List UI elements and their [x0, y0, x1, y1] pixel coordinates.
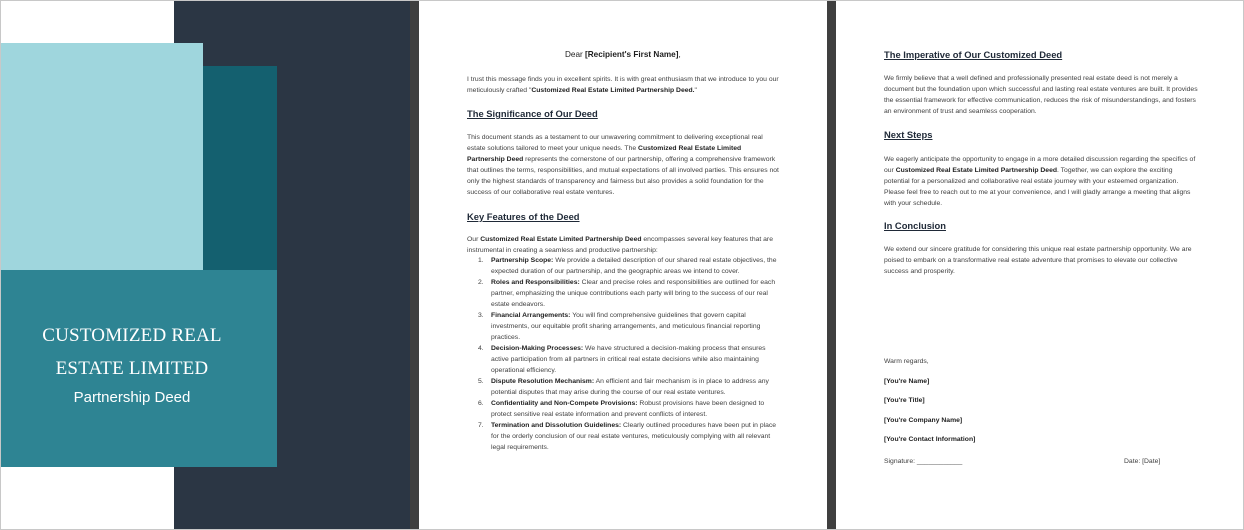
feature-item: [478, 255, 781, 277]
intro-paragraph: [467, 74, 779, 96]
feature-title: Decision-Making Processes:: [491, 345, 584, 352]
feature-text: An efficient and fair mechanism is in place to address any potential disputes that may arise during the course of our real estate ventures.: [491, 378, 769, 396]
heading-imperative: The Imperative of Our Customized Deed: [884, 49, 1063, 60]
feature-title: Termination and Dissolution Guidelines:: [491, 422, 622, 429]
significance-text: This document stands as a testament to our unwavering commitment to delivering exceptional real estate solutions tailored to meet your unique needs. The: [467, 134, 763, 152]
feature-text: We have structured a decision-making process that ensures active participation from all partners in critical real estate decisions while also maintaining operational efficiency.: [491, 345, 766, 374]
conclusion-paragraph: We extend our sincere gratitude for considering this unique real estate partnership opportunity. We are poised to embark on a transformative real estate adventure that promises to elevate our collective success and prosperity.: [884, 246, 1192, 275]
heading-key-features: Key Features of the Deed: [467, 211, 580, 222]
cover-subtitle: Partnership Deed: [73, 389, 191, 406]
heading-significance: The Significance of Our Deed: [467, 108, 598, 119]
salutation-suffix: ,: [678, 50, 681, 59]
feature-text: You will find comprehensive guidelines that govern capital investments, our equitable profit sharing arrangements, and meticulous financial reporting practices.: [491, 312, 761, 341]
feature-text: Clearly outlined procedures have been put in place for the orderly conclusion of our real estate ventures, meticulously complying with all relevant legal requirements.: [491, 422, 777, 451]
feature-item: [478, 398, 781, 420]
next-steps-deed-name: Customized Real Estate Limited Partnership Deed: [895, 167, 1057, 174]
feature-number: 6.: [478, 400, 484, 407]
feature-number: 5.: [478, 378, 484, 385]
significance-paragraph: [467, 132, 780, 198]
recipient-name-placeholder: [Recipient's First Name]: [585, 50, 679, 59]
feature-item: [478, 420, 781, 453]
sender-title-placeholder: [You're Title]: [884, 397, 925, 404]
salutation: [565, 49, 681, 60]
feature-title: Partnership Scope:: [491, 257, 554, 264]
feature-text: We provide a detailed description of our shared real estate objectives, the expected duration of our partnership, and the geographic areas we intend to cover.: [491, 257, 777, 275]
feature-number: 4.: [478, 345, 484, 352]
cover-title-line2: ESTATE LIMITED: [55, 358, 209, 379]
key-features-list: [478, 255, 781, 453]
signature-line: Signature: ____________: [884, 458, 963, 465]
letter-page-1: [419, 1, 827, 530]
feature-title: Roles and Responsibilities:: [491, 279, 580, 286]
date-line: Date: [Date]: [1124, 458, 1161, 465]
cover-light-block: [1, 43, 203, 270]
feature-item: [478, 310, 781, 343]
feature-title: Confidentiality and Non-Compete Provisions:: [491, 400, 638, 407]
next-steps-paragraph: [884, 154, 1198, 209]
feature-number: 2.: [478, 279, 484, 286]
salutation-prefix: Dear: [565, 50, 586, 59]
significance-deed-name: Customized Real Estate Limited Partnership Deed: [467, 145, 742, 163]
features-intro-text: Our: [467, 236, 481, 243]
feature-item: [478, 343, 781, 376]
intro-deed-name: Customized Real Estate Limited Partnership Deed.: [531, 87, 695, 94]
cover-title: [1, 319, 263, 409]
feature-number: 1.: [478, 257, 484, 264]
feature-item: [478, 277, 781, 310]
feature-number: 7.: [478, 422, 484, 429]
imperative-paragraph: We firmly believe that a well defined and professionally presented real estate deed is not merely a document but the foundation upon which successful and lasting real estate ventures are built. It provides the essential framework for effective communication, reduces the risk of misunderstandings, and fosters an environment of trust and seamless cooperation.: [884, 75, 1198, 115]
feature-text: Robust provisions have been designed to protect sensitive real estate information and prevent conflicts of interest.: [491, 400, 765, 418]
significance-text-cont: represents the cornerstone of our partnership, offering a comprehensive framework that outlines the terms, responsibilities, and mutual expectations of all involved parties. This ensures not only the highest standards of transparency and fairness but also provides a solid foundation for the success of our collaborative real estate ventures.: [467, 156, 779, 196]
cover-page: [1, 1, 410, 530]
next-steps-text: We eagerly anticipate the opportunity to engage in a more detailed discussion regarding the specifics of our: [884, 156, 1196, 174]
sender-name-placeholder: [You're Name]: [884, 378, 930, 385]
features-intro-cont: encompasses several key features that are instrumental in creating a seamless and productive partnership:: [467, 236, 773, 254]
intro-quote-close: ": [694, 87, 697, 94]
intro-text: I trust this message finds you in excellent spirits. It is with great enthusiasm that we introduce to you our meticulously crafted ": [467, 76, 779, 94]
feature-title: Dispute Resolution Mechanism:: [491, 378, 595, 385]
heading-next-steps: Next Steps: [884, 129, 933, 140]
feature-number: 3.: [478, 312, 484, 319]
heading-conclusion: In Conclusion: [884, 220, 946, 231]
letter-page-2: [836, 1, 1244, 530]
features-intro-paragraph: [467, 234, 779, 256]
cover-title-line1: CUSTOMIZED REAL: [42, 325, 222, 346]
next-steps-text-cont: . Together, we can explore the exciting potential for a personalized and collaborative real estate journey with your esteemed organization. Please feel free to reach out to me at your convenience, and I will gladly arrange a meeting that aligns with your schedule.: [884, 167, 1191, 207]
features-deed-name: Customized Real Estate Limited Partnership Deed: [480, 236, 642, 243]
sender-company-placeholder: [You're Company Name]: [884, 417, 963, 424]
feature-text: Clear and precise roles and responsibilities are outlined for each partner, emphasizing the unique contributions each party will bring to the success of our real estate endeavors.: [491, 279, 776, 308]
warm-regards: Warm regards,: [884, 358, 929, 365]
feature-item: [478, 376, 781, 398]
sender-contact-placeholder: [You're Contact Information]: [884, 436, 976, 443]
feature-title: Financial Arrangements:: [491, 312, 571, 319]
